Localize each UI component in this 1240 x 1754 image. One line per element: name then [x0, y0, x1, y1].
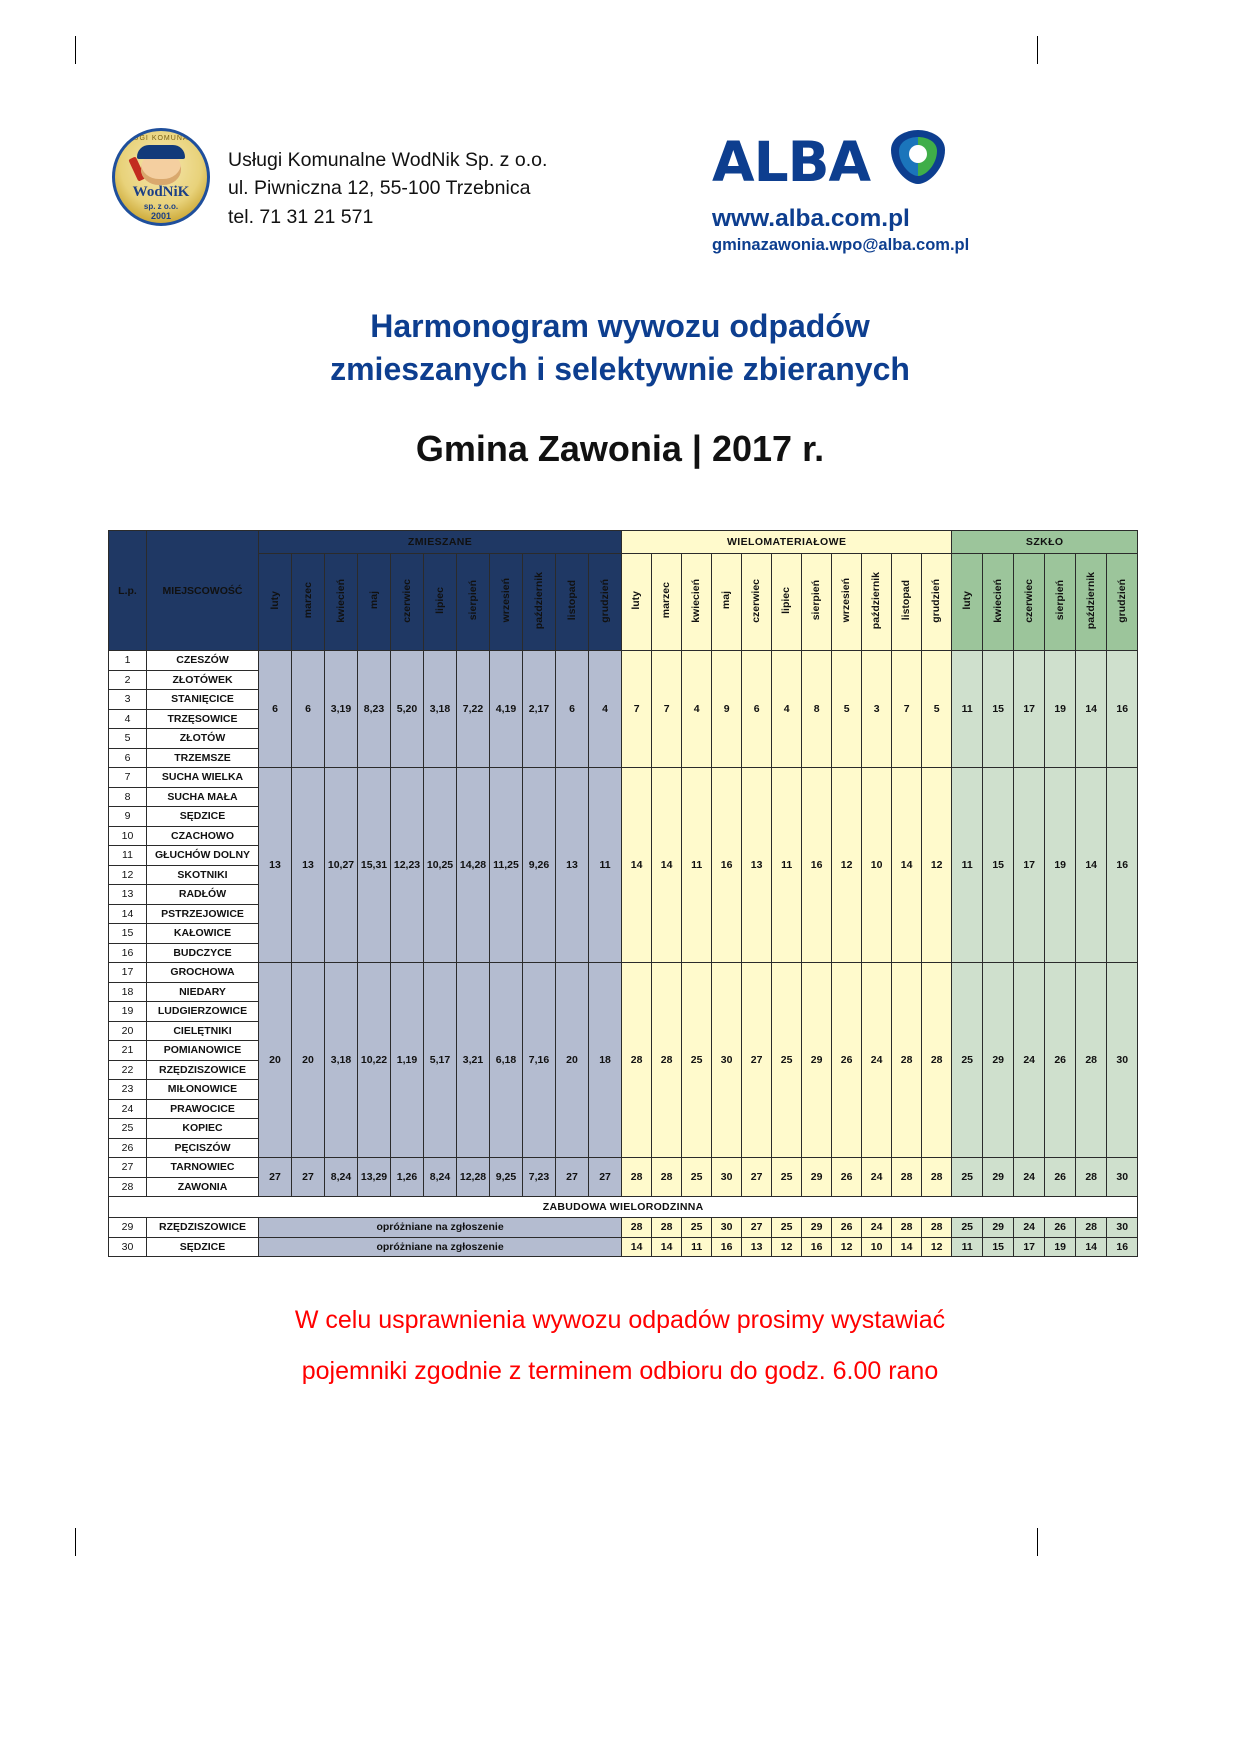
- row-lp: 26: [109, 1138, 147, 1158]
- month-header-multi-8: październik: [862, 554, 892, 651]
- crop-mark-bottom-left: [75, 1528, 76, 1556]
- table-row-multifamily: [109, 1237, 1138, 1257]
- cell-multi-mf0-m2: 25: [682, 1218, 712, 1238]
- cell-multi-mf0-m0: 28: [622, 1218, 652, 1238]
- page-title-line1: Harmonogram wywozu odpadów: [370, 308, 870, 344]
- cell-glass-mf0-m0: 25: [952, 1218, 983, 1238]
- cell-multi-b1-m9: 14: [892, 768, 922, 963]
- cell-multi-mf0-m3: 30: [712, 1218, 742, 1238]
- cell-multi-b0-m10: 5: [922, 651, 952, 768]
- schedule-table-head: [109, 531, 1138, 651]
- header-lp: L.p.: [109, 531, 147, 651]
- band-row: [109, 1197, 1138, 1218]
- month-header-glass-1: kwiecień: [983, 554, 1014, 651]
- row-place-name: RZĘDZISZOWICE: [147, 1060, 259, 1080]
- row-place-name: SĘDZICE: [147, 1237, 259, 1257]
- cell-mixed-on-request-0: opróżniane na zgłoszenie: [259, 1218, 622, 1238]
- group-header-mixed: ZMIESZANE: [259, 531, 622, 554]
- cell-glass-b3-m4: 28: [1076, 1158, 1107, 1197]
- page-title: [0, 305, 1240, 391]
- cell-multi-b3-m5: 25: [772, 1158, 802, 1197]
- cell-multi-b2-m7: 26: [832, 963, 862, 1158]
- row-lp: 1: [109, 651, 147, 671]
- cell-mixed-b0-m2: 3,19: [325, 651, 358, 768]
- cell-mixed-b3-m2: 8,24: [325, 1158, 358, 1197]
- cell-glass-b0-m2: 17: [1014, 651, 1045, 768]
- cell-mixed-b0-m0: 6: [259, 651, 292, 768]
- cell-glass-b2-m5: 30: [1107, 963, 1138, 1158]
- cell-mixed-b0-m7: 4,19: [490, 651, 523, 768]
- partner-identity: [712, 128, 969, 255]
- cell-mixed-b0-m4: 5,20: [391, 651, 424, 768]
- cell-multi-b2-m10: 28: [922, 963, 952, 1158]
- cell-multi-mf1-m1: 14: [652, 1237, 682, 1257]
- cell-mixed-b1-m7: 11,25: [490, 768, 523, 963]
- row-lp: 5: [109, 729, 147, 749]
- cell-glass-mf1-m0: 11: [952, 1237, 983, 1257]
- cell-glass-b1-m5: 16: [1107, 768, 1138, 963]
- alba-wordmark: ALBA: [712, 130, 871, 194]
- cell-glass-b0-m4: 14: [1076, 651, 1107, 768]
- cell-mixed-b1-m0: 13: [259, 768, 292, 963]
- table-row: [109, 651, 1138, 671]
- footer-note-line1: W celu usprawnienia wywozu odpadów prosimy wystawiać: [294, 1306, 946, 1334]
- document-header: [0, 128, 1240, 258]
- cell-mixed-b1-m2: 10,27: [325, 768, 358, 963]
- table-row: [109, 963, 1138, 983]
- month-header-mixed-1: marzec: [292, 554, 325, 651]
- month-header-multi-6: sierpień: [802, 554, 832, 651]
- partner-url[interactable]: www.alba.com.pl: [712, 205, 910, 232]
- cell-glass-b1-m0: 11: [952, 768, 983, 963]
- cell-glass-b3-m3: 26: [1045, 1158, 1076, 1197]
- cell-multi-b3-m9: 28: [892, 1158, 922, 1197]
- cell-multi-b1-m0: 14: [622, 768, 652, 963]
- cell-glass-b2-m2: 24: [1014, 963, 1045, 1158]
- cell-mixed-b3-m3: 13,29: [358, 1158, 391, 1197]
- row-place-name: KOPIEC: [147, 1119, 259, 1139]
- wodnik-logo-year: 2001: [150, 211, 172, 221]
- cell-multi-b3-m0: 28: [622, 1158, 652, 1197]
- schedule-table-body: [109, 651, 1138, 1257]
- page-subtitle: Gmina Zawonia | 2017 r.: [415, 428, 825, 469]
- cell-mixed-b2-m3: 10,22: [358, 963, 391, 1158]
- cell-mixed-b3-m1: 27: [292, 1158, 325, 1197]
- cell-glass-b3-m0: 25: [952, 1158, 983, 1197]
- row-place-name: SUCHA WIELKA: [147, 768, 259, 788]
- cell-multi-b3-m10: 28: [922, 1158, 952, 1197]
- row-lp: 4: [109, 709, 147, 729]
- row-lp: 22: [109, 1060, 147, 1080]
- cell-mixed-b2-m0: 20: [259, 963, 292, 1158]
- alba-droplet-icon: [889, 128, 947, 191]
- schedule-table-wrap: [108, 530, 1130, 1257]
- month-header-multi-9: listopad: [892, 554, 922, 651]
- cell-glass-mf1-m1: 15: [983, 1237, 1014, 1257]
- header-place: MIEJSCOWOŚĆ: [147, 531, 259, 651]
- cell-mixed-b2-m5: 5,17: [424, 963, 457, 1158]
- cell-glass-mf0-m5: 30: [1107, 1218, 1138, 1238]
- cell-multi-mf1-m3: 16: [712, 1237, 742, 1257]
- cell-glass-b0-m0: 11: [952, 651, 983, 768]
- cell-mixed-b0-m3: 8,23: [358, 651, 391, 768]
- row-place-name: SĘDZICE: [147, 807, 259, 827]
- cell-multi-mf1-m2: 11: [682, 1237, 712, 1257]
- row-lp: 11: [109, 846, 147, 866]
- cell-multi-b0-m2: 4: [682, 651, 712, 768]
- row-place-name: TRZĘSOWICE: [147, 709, 259, 729]
- cell-mixed-b3-m5: 8,24: [424, 1158, 457, 1197]
- wodnik-logo-icon: [112, 128, 210, 226]
- cell-mixed-b2-m8: 7,16: [523, 963, 556, 1158]
- cell-multi-b2-m9: 28: [892, 963, 922, 1158]
- month-header-glass-3: sierpień: [1045, 554, 1076, 651]
- group-header-glass: SZKŁO: [952, 531, 1138, 554]
- cell-multi-b0-m8: 3: [862, 651, 892, 768]
- band-title: ZABUDOWA WIELORODZINNA: [109, 1197, 1138, 1218]
- row-place-name: ZŁOTÓWEK: [147, 670, 259, 690]
- cell-mixed-b3-m6: 12,28: [457, 1158, 490, 1197]
- cell-multi-b1-m6: 16: [802, 768, 832, 963]
- row-place-name: CZESZÓW: [147, 651, 259, 671]
- cell-multi-b0-m3: 9: [712, 651, 742, 768]
- row-place-name: LUDGIERZOWICE: [147, 1002, 259, 1022]
- month-header-multi-10: grudzień: [922, 554, 952, 651]
- cell-mixed-b3-m8: 7,23: [523, 1158, 556, 1197]
- company-address: ul. Piwniczna 12, 55-100 Trzebnica: [228, 177, 531, 200]
- company-identity: [112, 128, 547, 231]
- row-lp: 14: [109, 904, 147, 924]
- company-phone: tel. 71 31 21 571: [228, 205, 374, 228]
- row-place-name: STANIĘCICE: [147, 690, 259, 710]
- row-place-name: ZAWONIA: [147, 1177, 259, 1197]
- cell-mixed-b2-m1: 20: [292, 963, 325, 1158]
- row-place-name: SUCHA MAŁA: [147, 787, 259, 807]
- month-header-multi-2: kwiecień: [682, 554, 712, 651]
- company-contact: [228, 146, 547, 231]
- crop-mark-top-right: [1037, 36, 1038, 64]
- cell-multi-b1-m5: 11: [772, 768, 802, 963]
- wodnik-logo-name: WodNiK: [132, 184, 190, 200]
- cell-glass-mf0-m2: 24: [1014, 1218, 1045, 1238]
- cell-multi-b1-m4: 13: [742, 768, 772, 963]
- row-lp: 19: [109, 1002, 147, 1022]
- cell-multi-mf1-m6: 16: [802, 1237, 832, 1257]
- cell-mixed-b0-m8: 2,17: [523, 651, 556, 768]
- cell-multi-b2-m6: 29: [802, 963, 832, 1158]
- cell-glass-mf0-m1: 29: [983, 1218, 1014, 1238]
- cell-multi-mf0-m9: 28: [892, 1218, 922, 1238]
- cell-glass-mf1-m4: 14: [1076, 1237, 1107, 1257]
- month-header-glass-2: czerwiec: [1014, 554, 1045, 651]
- row-lp: 9: [109, 807, 147, 827]
- month-header-multi-3: maj: [712, 554, 742, 651]
- row-lp: 2: [109, 670, 147, 690]
- row-lp: 24: [109, 1099, 147, 1119]
- cell-multi-b2-m4: 27: [742, 963, 772, 1158]
- row-place-name: SKOTNIKI: [147, 865, 259, 885]
- cell-multi-b3-m8: 24: [862, 1158, 892, 1197]
- cell-multi-mf0-m8: 24: [862, 1218, 892, 1238]
- month-header-multi-0: luty: [622, 554, 652, 651]
- month-header-row: [109, 554, 1138, 651]
- cell-glass-b3-m2: 24: [1014, 1158, 1045, 1197]
- cell-mixed-b0-m9: 6: [556, 651, 589, 768]
- cell-glass-b1-m2: 17: [1014, 768, 1045, 963]
- table-row: [109, 768, 1138, 788]
- cell-glass-b1-m1: 15: [983, 768, 1014, 963]
- row-lp: 21: [109, 1041, 147, 1061]
- cell-multi-b0-m0: 7: [622, 651, 652, 768]
- cell-multi-b3-m4: 27: [742, 1158, 772, 1197]
- cell-glass-b3-m1: 29: [983, 1158, 1014, 1197]
- cell-multi-b1-m1: 14: [652, 768, 682, 963]
- month-header-glass-0: luty: [952, 554, 983, 651]
- cell-multi-b1-m3: 16: [712, 768, 742, 963]
- month-header-mixed-7: wrzesień: [490, 554, 523, 651]
- cell-glass-b1-m4: 14: [1076, 768, 1107, 963]
- row-place-name: ZŁOTÓW: [147, 729, 259, 749]
- cell-mixed-b2-m10: 18: [589, 963, 622, 1158]
- month-header-mixed-8: październik: [523, 554, 556, 651]
- row-place-name: BUDCZYCE: [147, 943, 259, 963]
- cell-multi-mf1-m5: 12: [772, 1237, 802, 1257]
- cell-multi-b2-m8: 24: [862, 963, 892, 1158]
- cell-multi-mf1-m8: 10: [862, 1237, 892, 1257]
- month-header-mixed-5: lipiec: [424, 554, 457, 651]
- cell-multi-b2-m2: 25: [682, 963, 712, 1158]
- table-row: [109, 1158, 1138, 1178]
- cell-multi-mf0-m4: 27: [742, 1218, 772, 1238]
- page-title-line2: zmieszanych i selektywnie zbieranych: [330, 351, 910, 388]
- cell-multi-b0-m9: 7: [892, 651, 922, 768]
- cell-multi-b3-m3: 30: [712, 1158, 742, 1197]
- cell-mixed-b1-m6: 14,28: [457, 768, 490, 963]
- table-row-multifamily: [109, 1218, 1138, 1238]
- month-header-mixed-0: luty: [259, 554, 292, 651]
- row-place-name: PRAWOCICE: [147, 1099, 259, 1119]
- cell-multi-mf0-m10: 28: [922, 1218, 952, 1238]
- row-lp: 12: [109, 865, 147, 885]
- cell-multi-b1-m8: 10: [862, 768, 892, 963]
- cell-glass-mf1-m2: 17: [1014, 1237, 1045, 1257]
- cell-multi-b0-m6: 8: [802, 651, 832, 768]
- cell-multi-b0-m4: 6: [742, 651, 772, 768]
- cell-multi-b2-m3: 30: [712, 963, 742, 1158]
- cell-glass-b2-m0: 25: [952, 963, 983, 1158]
- cell-mixed-b1-m10: 11: [589, 768, 622, 963]
- cell-multi-b3-m1: 28: [652, 1158, 682, 1197]
- cell-mixed-b1-m9: 13: [556, 768, 589, 963]
- row-place-name: NIEDARY: [147, 982, 259, 1002]
- group-header-row: [109, 531, 1138, 554]
- cell-mixed-b2-m7: 6,18: [490, 963, 523, 1158]
- schedule-table: [108, 530, 1138, 1257]
- cell-mixed-b3-m0: 27: [259, 1158, 292, 1197]
- footer-note: [0, 1295, 1240, 1398]
- cell-glass-b2-m4: 28: [1076, 963, 1107, 1158]
- cell-mixed-on-request-1: opróżniane na zgłoszenie: [259, 1237, 622, 1257]
- cell-glass-b1-m3: 19: [1045, 768, 1076, 963]
- crop-mark-bottom-right: [1037, 1528, 1038, 1556]
- cell-glass-b0-m3: 19: [1045, 651, 1076, 768]
- crop-mark-top-left: [75, 36, 76, 64]
- row-place-name: CZACHOWO: [147, 826, 259, 846]
- row-lp: 6: [109, 748, 147, 768]
- row-place-name: GROCHOWA: [147, 963, 259, 983]
- row-lp: 17: [109, 963, 147, 983]
- row-lp: 3: [109, 690, 147, 710]
- cell-multi-mf1-m9: 14: [892, 1237, 922, 1257]
- month-header-glass-5: grudzień: [1107, 554, 1138, 651]
- row-lp: 27: [109, 1158, 147, 1178]
- cell-mixed-b0-m5: 3,18: [424, 651, 457, 768]
- cell-glass-b3-m5: 30: [1107, 1158, 1138, 1197]
- cell-mixed-b2-m4: 1,19: [391, 963, 424, 1158]
- cell-multi-mf0-m6: 29: [802, 1218, 832, 1238]
- row-lp: 29: [109, 1218, 147, 1238]
- cell-multi-b3-m6: 29: [802, 1158, 832, 1197]
- row-lp: 28: [109, 1177, 147, 1197]
- cell-glass-mf0-m3: 26: [1045, 1218, 1076, 1238]
- cell-multi-b0-m7: 5: [832, 651, 862, 768]
- month-header-multi-4: czerwiec: [742, 554, 772, 651]
- cell-multi-b3-m7: 26: [832, 1158, 862, 1197]
- cell-multi-b2-m5: 25: [772, 963, 802, 1158]
- row-lp: 13: [109, 885, 147, 905]
- month-header-glass-4: październik: [1076, 554, 1107, 651]
- cell-mixed-b1-m8: 9,26: [523, 768, 556, 963]
- wodnik-logo-ring-text: USŁUGI KOMUNALNE: [116, 135, 206, 142]
- cell-mixed-b1-m3: 15,31: [358, 768, 391, 963]
- month-header-multi-7: wrzesień: [832, 554, 862, 651]
- cell-multi-mf1-m7: 12: [832, 1237, 862, 1257]
- row-place-name: MIŁONOWICE: [147, 1080, 259, 1100]
- cell-mixed-b3-m9: 27: [556, 1158, 589, 1197]
- row-place-name: TARNOWIEC: [147, 1158, 259, 1178]
- row-lp: 10: [109, 826, 147, 846]
- cell-mixed-b0-m1: 6: [292, 651, 325, 768]
- month-header-mixed-10: grudzień: [589, 554, 622, 651]
- row-place-name: PĘCISZÓW: [147, 1138, 259, 1158]
- cell-multi-b2-m1: 28: [652, 963, 682, 1158]
- row-lp: 16: [109, 943, 147, 963]
- cell-mixed-b2-m9: 20: [556, 963, 589, 1158]
- cell-glass-mf1-m3: 19: [1045, 1237, 1076, 1257]
- cell-multi-mf1-m10: 12: [922, 1237, 952, 1257]
- row-place-name: PSTRZEJOWICE: [147, 904, 259, 924]
- cell-multi-mf0-m1: 28: [652, 1218, 682, 1238]
- month-header-mixed-4: czerwiec: [391, 554, 424, 651]
- row-lp: 25: [109, 1119, 147, 1139]
- row-place-name: KAŁOWICE: [147, 924, 259, 944]
- cell-multi-b1-m7: 12: [832, 768, 862, 963]
- row-place-name: TRZEMSZE: [147, 748, 259, 768]
- cell-multi-b2-m0: 28: [622, 963, 652, 1158]
- cell-multi-b1-m10: 12: [922, 768, 952, 963]
- row-lp: 18: [109, 982, 147, 1002]
- cell-mixed-b0-m6: 7,22: [457, 651, 490, 768]
- row-place-name: RADŁÓW: [147, 885, 259, 905]
- cell-mixed-b3-m7: 9,25: [490, 1158, 523, 1197]
- month-header-mixed-9: listopad: [556, 554, 589, 651]
- company-name: Usługi Komunalne WodNik Sp. z o.o.: [228, 149, 548, 171]
- cell-multi-mf1-m4: 13: [742, 1237, 772, 1257]
- cell-multi-mf0-m7: 26: [832, 1218, 862, 1238]
- month-header-mixed-6: sierpień: [457, 554, 490, 651]
- cell-mixed-b1-m5: 10,25: [424, 768, 457, 963]
- row-place-name: CIELĘTNIKI: [147, 1021, 259, 1041]
- row-lp: 15: [109, 924, 147, 944]
- hat-icon: [137, 145, 185, 159]
- row-lp: 8: [109, 787, 147, 807]
- cell-mixed-b2-m6: 3,21: [457, 963, 490, 1158]
- cell-multi-mf0-m5: 25: [772, 1218, 802, 1238]
- cell-glass-b0-m5: 16: [1107, 651, 1138, 768]
- cell-glass-b2-m3: 26: [1045, 963, 1076, 1158]
- cell-mixed-b3-m10: 27: [589, 1158, 622, 1197]
- row-lp: 23: [109, 1080, 147, 1100]
- cell-glass-b0-m1: 15: [983, 651, 1014, 768]
- wodnik-logo-sub: sp. z o.o.: [143, 202, 179, 211]
- cell-multi-b0-m5: 4: [772, 651, 802, 768]
- month-header-mixed-3: maj: [358, 554, 391, 651]
- cell-mixed-b1-m4: 12,23: [391, 768, 424, 963]
- cell-glass-mf1-m5: 16: [1107, 1237, 1138, 1257]
- cell-multi-b3-m2: 25: [682, 1158, 712, 1197]
- row-lp: 30: [109, 1237, 147, 1257]
- cell-mixed-b0-m10: 4: [589, 651, 622, 768]
- month-header-multi-5: lipiec: [772, 554, 802, 651]
- cell-glass-b2-m1: 29: [983, 963, 1014, 1158]
- cell-multi-b0-m1: 7: [652, 651, 682, 768]
- cell-glass-mf0-m4: 28: [1076, 1218, 1107, 1238]
- partner-email[interactable]: gminazawonia.wpo@alba.com.pl: [712, 236, 970, 254]
- month-header-mixed-2: kwiecień: [325, 554, 358, 651]
- row-lp: 7: [109, 768, 147, 788]
- cell-mixed-b1-m1: 13: [292, 768, 325, 963]
- cell-mixed-b2-m2: 3,18: [325, 963, 358, 1158]
- row-place-name: RZĘDZISZOWICE: [147, 1218, 259, 1238]
- cell-multi-mf1-m0: 14: [622, 1237, 652, 1257]
- row-place-name: GŁUCHÓW DOLNY: [147, 846, 259, 866]
- group-header-multi: WIELOMATERIAŁOWE: [622, 531, 952, 554]
- cell-mixed-b3-m4: 1,26: [391, 1158, 424, 1197]
- row-place-name: POMIANOWICE: [147, 1041, 259, 1061]
- cell-multi-b1-m2: 11: [682, 768, 712, 963]
- footer-note-line2: pojemniki zgodnie z terminem odbioru do godz. 6.00 rano: [301, 1357, 939, 1386]
- row-lp: 20: [109, 1021, 147, 1041]
- month-header-multi-1: marzec: [652, 554, 682, 651]
